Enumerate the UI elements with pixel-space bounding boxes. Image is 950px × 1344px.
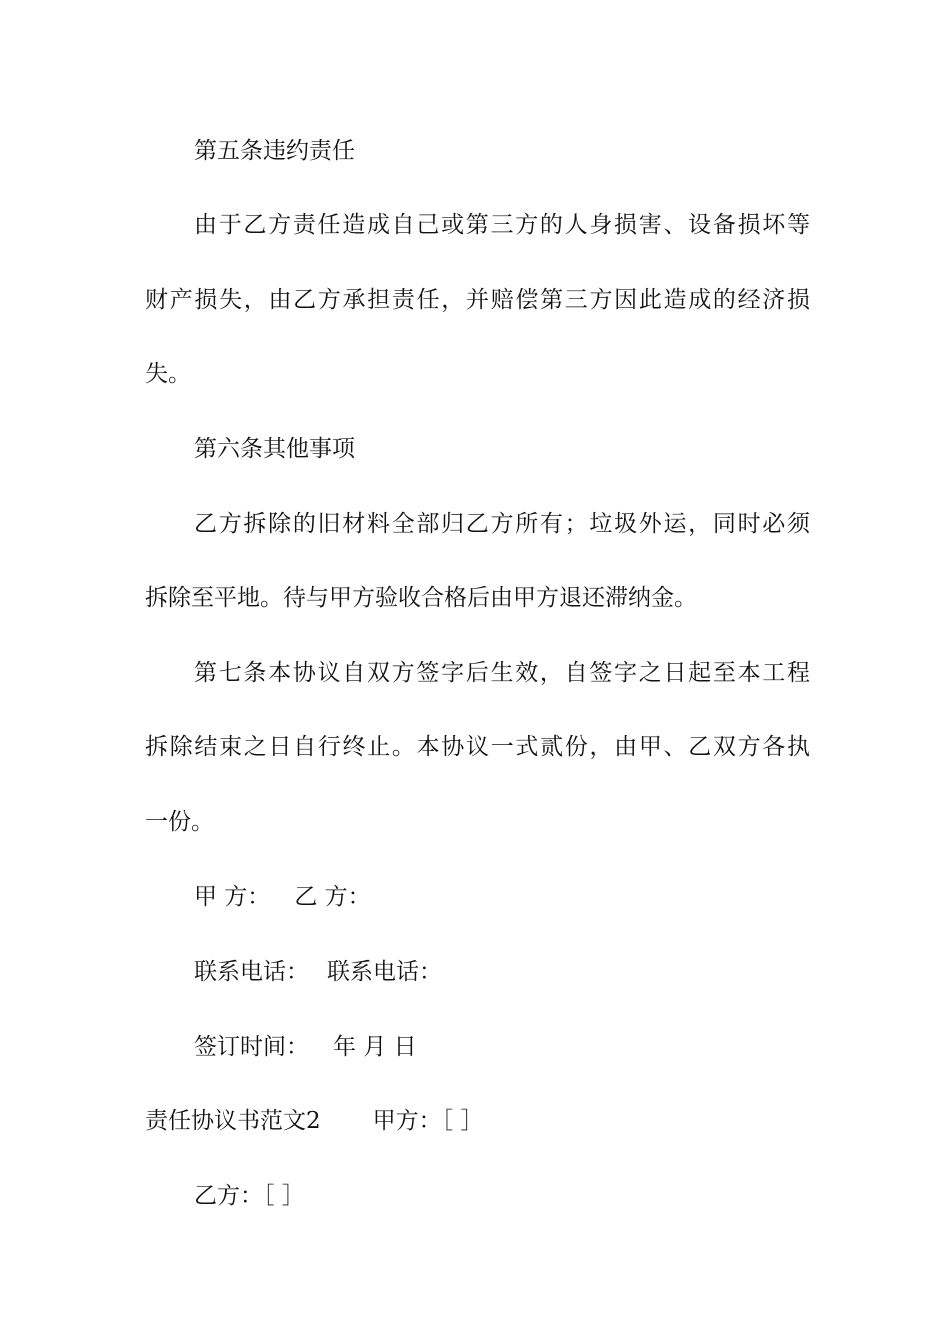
phone-a-label: 联系电话： xyxy=(194,959,309,985)
article-6-line-2: 拆除至平地。待与甲方验收合格后由甲方退还滞纳金。 xyxy=(145,585,697,611)
article-5-line-3: 失。 xyxy=(145,361,191,387)
article-5-line-1: 由于乙方责任造成自己或第三方的人身损害、设备损坏等 xyxy=(194,212,810,238)
sample-2-party-a: 甲方：［ ］ xyxy=(372,1108,484,1134)
signature-phone-row xyxy=(194,956,810,988)
article-7-line-2: 拆除结束之日自行终止。本协议一式贰份，由甲、乙双方各执 xyxy=(145,734,810,760)
article-7-line-1: 第七条本协议自双方签字后生效，自签字之日起至本工程 xyxy=(194,660,810,686)
article-7-line-3: 一份。 xyxy=(145,809,214,835)
party-a-label: 甲 方： xyxy=(194,884,271,910)
date-label: 签订时间： xyxy=(194,1034,309,1060)
article-5-heading: 第五条违约责任 xyxy=(194,138,355,164)
signature-party-row xyxy=(194,881,810,913)
signature-date-row xyxy=(194,1031,810,1063)
party-b-label: 乙 方： xyxy=(294,884,371,910)
article-6-heading: 第六条其他事项 xyxy=(194,436,355,462)
article-5-line-2: 财产损失，由乙方承担责任，并赔偿第三方因此造成的经济损 xyxy=(145,287,810,313)
date-value: 年 月 日 xyxy=(333,1034,417,1060)
article-6-line-1: 乙方拆除的旧材料全部归乙方所有；垃圾外运，同时必须 xyxy=(194,511,810,537)
sample-2-title: 责任协议书范文2 xyxy=(145,1108,321,1134)
sample-2-row xyxy=(145,1105,810,1137)
sample-2-party-b: 乙方：［ ］ xyxy=(194,1183,305,1209)
phone-b-label: 联系电话： xyxy=(327,959,442,985)
